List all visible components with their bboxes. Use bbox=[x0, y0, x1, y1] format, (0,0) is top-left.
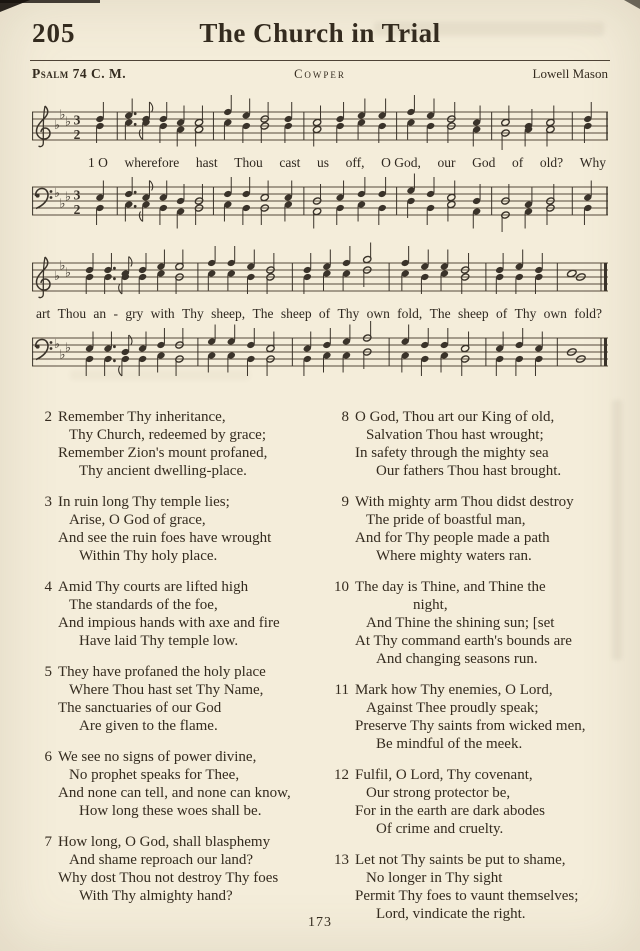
lyric-word: The bbox=[252, 306, 274, 321]
verse-line: No prophet speaks for Thee, bbox=[69, 767, 240, 783]
verse-lines bbox=[355, 766, 610, 838]
lyric-word: off, bbox=[345, 155, 365, 170]
lyric-word: own bbox=[366, 306, 390, 321]
scan-edge-artifact bbox=[0, 0, 100, 3]
verse-number: 4 bbox=[44, 579, 52, 595]
lyric-word: own bbox=[543, 306, 567, 321]
verse-lines bbox=[58, 663, 313, 735]
verse-lines bbox=[355, 851, 610, 923]
verse-line: Lord, vindicate the right. bbox=[376, 906, 526, 922]
verse-line: And for Thy people made a path bbox=[355, 530, 550, 546]
music-system-1 bbox=[30, 96, 610, 231]
bass-clef-icon bbox=[36, 189, 53, 209]
verse-line: And Thine the shining sun; [set bbox=[366, 615, 555, 631]
verse-line: And shame reproach our land? bbox=[69, 852, 254, 868]
notes bbox=[85, 321, 586, 376]
flat-sign-icon: ♭ bbox=[65, 339, 71, 355]
verse-number: 6 bbox=[44, 749, 52, 765]
lyric-word: - bbox=[113, 306, 118, 321]
verse-line: With Thy almighty hand? bbox=[79, 888, 233, 904]
flat-sign-icon: ♭ bbox=[59, 257, 66, 273]
time-signature: 3 bbox=[73, 112, 81, 128]
verse-line: O God, Thou art our King of old, bbox=[355, 409, 555, 425]
verse bbox=[327, 408, 610, 480]
verse-line: Fulfil, O Lord, Thy covenant, bbox=[355, 767, 533, 783]
verse bbox=[30, 578, 313, 650]
lyric-word: 1 O bbox=[88, 155, 108, 170]
lyric-word: sheep bbox=[280, 306, 312, 321]
verse-line: With mighty arm Thou didst destroy bbox=[355, 494, 574, 510]
flat-sign-icon: ♭ bbox=[65, 264, 71, 280]
lyric-word: Thou bbox=[57, 306, 87, 321]
verse-line: How long, O God, shall blasphemy bbox=[58, 834, 271, 850]
verse-line: Be mindful of the meek. bbox=[376, 736, 523, 752]
verse-line: And see the ruin foes have wrought bbox=[58, 530, 272, 546]
lyric-word: of bbox=[511, 155, 524, 170]
verse-number: 5 bbox=[44, 664, 52, 680]
verse-lines bbox=[58, 833, 313, 905]
verse-lines bbox=[58, 578, 313, 650]
verse-line: We see no signs of power divine, bbox=[58, 749, 257, 765]
lyric-word: of bbox=[318, 306, 331, 321]
lyric-word: with bbox=[150, 306, 175, 321]
verse-line: night, bbox=[413, 597, 448, 613]
flat-sign-icon: ♭ bbox=[59, 195, 66, 211]
verse-line: Thy Church, redeemed by grace; bbox=[69, 427, 266, 443]
verse-number: 3 bbox=[44, 494, 52, 510]
verse bbox=[327, 578, 610, 668]
verse-line: How long these woes shall be. bbox=[79, 803, 262, 819]
verse-lines bbox=[355, 493, 610, 565]
verse-line: Thy ancient dwelling-place. bbox=[79, 463, 247, 479]
verse-number: 13 bbox=[334, 852, 349, 868]
lyric-word: Thy bbox=[181, 306, 204, 321]
verse-line: Where mighty waters ran. bbox=[376, 548, 532, 564]
verses-section bbox=[30, 408, 610, 936]
verse-lines bbox=[355, 578, 610, 668]
lyric-word: Thy bbox=[337, 306, 360, 321]
flat-sign-icon: ♭ bbox=[59, 106, 66, 122]
header-rule bbox=[30, 60, 610, 61]
verse-line: Why dost Thou not destroy Thy foes bbox=[58, 870, 279, 886]
verse bbox=[30, 833, 313, 905]
music-system-2 bbox=[30, 247, 610, 382]
verse-line: Salvation Thou hast wrought; bbox=[366, 427, 544, 443]
lyric-word: Why bbox=[579, 155, 606, 170]
flat-sign-icon: ♭ bbox=[65, 188, 71, 204]
flat-sign-icon: ♭ bbox=[54, 268, 60, 284]
verse-line: Arise, O God of grace, bbox=[69, 512, 206, 528]
author-name: Cowper bbox=[294, 67, 346, 81]
lyric-word: sheep bbox=[457, 306, 489, 321]
verse bbox=[327, 493, 610, 565]
lyric-line-2 bbox=[30, 306, 610, 322]
verse-line: At Thy command earth's bounds are bbox=[355, 633, 572, 649]
time-signature: 3 bbox=[73, 187, 81, 203]
lyric-word: God bbox=[472, 155, 496, 170]
composer-name: Lowell Mason bbox=[532, 66, 608, 81]
page-header bbox=[30, 18, 610, 56]
verse-line: The sanctuaries of our God bbox=[58, 700, 222, 716]
verse-line: In safety through the mighty sea bbox=[355, 445, 549, 461]
verse-line: The day is Thine, and Thine the bbox=[355, 579, 546, 595]
flat-sign-icon: ♭ bbox=[59, 346, 66, 362]
lyric-word: wherefore bbox=[124, 155, 180, 170]
verse-line: Remember Thy inheritance, bbox=[58, 409, 226, 425]
verse-line: Remember Zion's mount profaned, bbox=[58, 445, 268, 461]
time-signature: 2 bbox=[73, 127, 81, 142]
notes bbox=[95, 95, 592, 150]
verse-line: Permit Thy foes to vaunt themselves; bbox=[355, 888, 579, 904]
verse-number: 2 bbox=[44, 409, 52, 425]
page-title: The Church in Trial bbox=[199, 18, 441, 48]
verse-line: Of crime and cruelty. bbox=[376, 821, 504, 837]
verse bbox=[327, 681, 610, 753]
lyric-word: our bbox=[437, 155, 456, 170]
page-number: 173 bbox=[308, 915, 332, 930]
lyric-word: art bbox=[36, 306, 51, 321]
psalm-ref-text: Psalm 74 bbox=[32, 66, 88, 81]
lyric-word: cast bbox=[279, 155, 301, 170]
lyric-word: sheep, bbox=[211, 306, 246, 321]
bass-staff-2 bbox=[32, 326, 608, 382]
verse bbox=[327, 766, 610, 838]
verse-lines bbox=[355, 408, 610, 480]
verse-lines bbox=[58, 748, 313, 820]
verse-line: They have profaned the holy place bbox=[58, 664, 266, 680]
lyric-line-1 bbox=[30, 155, 610, 171]
verse-line: Our strong protector be, bbox=[366, 785, 511, 801]
lyric-word: The bbox=[429, 306, 451, 321]
verse bbox=[30, 493, 313, 565]
bass-clef-icon bbox=[36, 340, 53, 360]
verse-number: 10 bbox=[334, 579, 349, 595]
page-show-through bbox=[612, 400, 622, 660]
verse-line: Where Thou hast set Thy Name, bbox=[69, 682, 264, 698]
verse-number: 12 bbox=[334, 767, 349, 783]
lyric-word: an bbox=[93, 306, 107, 321]
verse-line: Amid Thy courts are lifted high bbox=[58, 579, 249, 595]
music-score bbox=[30, 96, 610, 382]
lyric-word: us bbox=[316, 155, 329, 170]
verse-line: Against Thee proudly speak; bbox=[366, 700, 539, 716]
hymn-meta bbox=[30, 66, 610, 86]
lyric-word: Thy bbox=[514, 306, 537, 321]
verse-line: For in the earth are dark abodes bbox=[355, 803, 545, 819]
verse-number: 11 bbox=[334, 682, 349, 698]
verse-line: And none can tell, and none can know, bbox=[58, 785, 291, 801]
verse bbox=[30, 748, 313, 820]
hymn-number: 205 bbox=[32, 18, 76, 48]
final-barline bbox=[604, 338, 607, 366]
verse bbox=[30, 663, 313, 735]
verses-left-column bbox=[30, 408, 313, 936]
verse-number: 9 bbox=[341, 494, 349, 510]
lyric-word: O God, bbox=[381, 155, 421, 170]
scan-corner-artifact bbox=[624, 0, 640, 9]
verse bbox=[30, 408, 313, 480]
verse-line: And impious hands with axe and fire bbox=[58, 615, 280, 631]
lyric-word: gry bbox=[125, 306, 144, 321]
final-barline bbox=[604, 263, 607, 291]
verse-line: Within Thy holy place. bbox=[79, 548, 218, 564]
verse-line: The standards of the foe, bbox=[69, 597, 218, 613]
lyric-word: fold? bbox=[574, 306, 602, 321]
flat-sign-icon: ♭ bbox=[54, 185, 60, 201]
lyric-word: of bbox=[496, 306, 508, 321]
treble-staff-2 bbox=[32, 247, 608, 303]
verse-line: Preserve Thy saints from wicked men, bbox=[355, 718, 586, 734]
verse-line: Our fathers Thou hast brought. bbox=[376, 463, 562, 479]
verse-line: Are given to the flame. bbox=[79, 718, 218, 734]
lyric-word: fold, bbox=[397, 306, 423, 321]
verse-line: Mark how Thy enemies, O Lord, bbox=[355, 682, 553, 698]
verse-line: Have laid Thy temple low. bbox=[79, 633, 239, 649]
time-signature: 2 bbox=[73, 202, 81, 217]
notes bbox=[95, 174, 592, 233]
lyric-word: hast bbox=[195, 155, 218, 170]
notes bbox=[85, 243, 586, 295]
lyric-word: Thou bbox=[234, 155, 263, 170]
flat-sign-icon: ♭ bbox=[65, 113, 71, 129]
verse-lines bbox=[355, 681, 610, 753]
verse-line: And changing seasons run. bbox=[376, 651, 538, 667]
verse-lines bbox=[58, 408, 313, 480]
meter-label: C. M. bbox=[91, 66, 127, 81]
lyric-word: old? bbox=[539, 155, 564, 170]
flat-sign-icon: ♭ bbox=[54, 117, 60, 133]
treble-staff-1 bbox=[32, 96, 608, 152]
verse-number: 8 bbox=[341, 409, 349, 425]
bass-staff-1 bbox=[32, 175, 608, 231]
verse bbox=[327, 851, 610, 923]
verse-lines bbox=[58, 493, 313, 565]
verses-right-column bbox=[327, 408, 610, 936]
verse-line: In ruin long Thy temple lies; bbox=[58, 494, 230, 510]
flat-sign-icon: ♭ bbox=[54, 336, 60, 352]
verse-line: No longer in Thy sight bbox=[366, 870, 503, 886]
verse-number: 7 bbox=[44, 834, 52, 850]
verse-line: The pride of boastful man, bbox=[366, 512, 526, 528]
verse-line: Let not Thy saints be put to shame, bbox=[355, 852, 566, 868]
